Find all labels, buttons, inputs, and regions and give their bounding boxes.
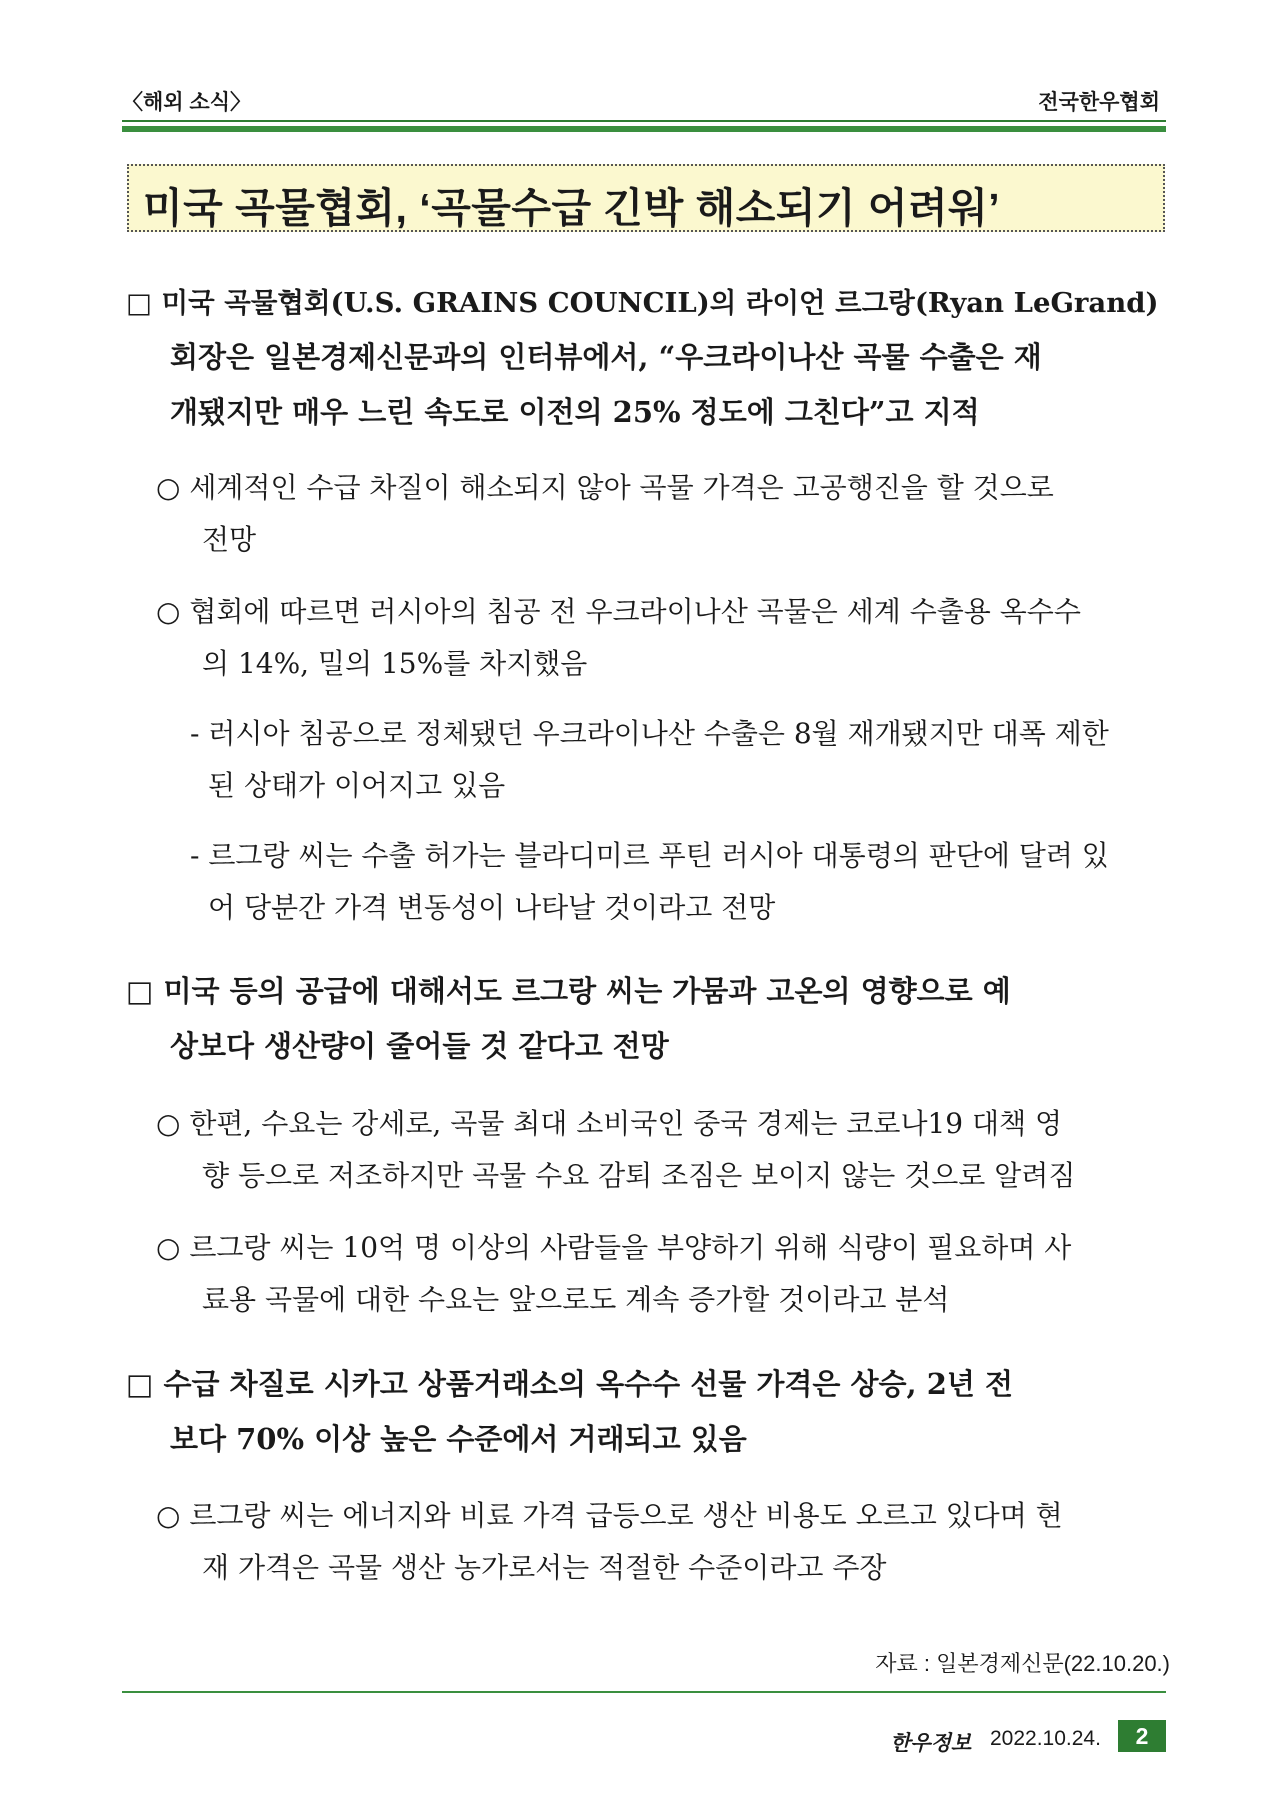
footer-date: 2022.10.24.: [990, 1727, 1101, 1750]
source-citation: 자료 : 일본경제신문(22.10.20.): [875, 1651, 1170, 1676]
page-title: 미국 곡물협회, ‘곡물수급 긴박 해소되기 어려워’: [143, 185, 1001, 231]
dash-1b1-line-2: 된 상태가 이어지고 있음: [208, 769, 506, 802]
heading-3-line-1: □ 수급 차질로 시카고 상품거래소의 옥수수 선물 가격은 상승, 2년 전: [126, 1367, 1014, 1401]
bullet-1b-line-1: ○ 협회에 따르면 러시아의 침공 전 우크라이나산 곡물은 세계 수출용 옥수수: [156, 595, 1081, 628]
dash-1b2-line-2: 어 당분간 가격 변동성이 나타날 것이라고 전망: [208, 891, 776, 924]
heading-1-line-1: □ 미국 곡물협회(U.S. GRAINS COUNCIL)의 라이언 르그랑(Ryan LeGrand): [126, 287, 1159, 319]
header-section-label: 〈해외 소식〉: [122, 91, 251, 114]
bullet-1a-line-2: 전망: [202, 523, 257, 556]
heading-2-line-1: □ 미국 등의 공급에 대해서도 르그랑 씨는 가뭄과 고온의 영향으로 예: [126, 974, 1011, 1008]
header-organization: 전국한우협회: [1038, 91, 1160, 114]
bullet-2a-line-2: 향 등으로 저조하지만 곡물 수요 감퇴 조짐은 보이지 않는 것으로 알려짐: [202, 1159, 1076, 1192]
bullet-2b-line-1: ○ 르그랑 씨는 10억 명 이상의 사람들을 부양하기 위해 식량이 필요하며 사: [156, 1231, 1072, 1264]
header-rule-thick: [122, 126, 1166, 132]
heading-2-line-2: 상보다 생산량이 줄어들 것 같다고 전망: [170, 1029, 669, 1063]
header-rule-thin: [122, 120, 1166, 122]
footer-rule: [122, 1691, 1166, 1693]
bullet-3a-line-1: ○ 르그랑 씨는 에너지와 비료 가격 급등으로 생산 비용도 오르고 있다며 현: [156, 1499, 1063, 1532]
bullet-2a-line-1: ○ 한편, 수요는 강세로, 곡물 최대 소비국인 중국 경제는 코로나19 대책 영: [156, 1107, 1063, 1140]
title-box: [127, 164, 1165, 232]
page-number: 2: [1118, 1720, 1166, 1752]
bullet-2b-line-2: 료용 곡물에 대한 수요는 앞으로도 계속 증가할 것이라고 분석: [202, 1283, 950, 1316]
heading-3-line-2: 보다 70% 이상 높은 수준에서 거래되고 있음: [170, 1422, 747, 1456]
bullet-1a-line-1: ○ 세계적인 수급 차질이 해소되지 않아 곡물 가격은 고공행진을 할 것으로: [156, 471, 1054, 504]
footer-brand: 한우정보: [890, 1732, 972, 1755]
dash-1b2-line-1: - 르그랑 씨는 수출 허가는 블라디미르 푸틴 러시아 대통령의 판단에 달려 있: [190, 839, 1109, 872]
bullet-3a-line-2: 재 가격은 곡물 생산 농가로서는 적절한 수준이라고 주장: [202, 1551, 887, 1584]
heading-1-line-2: 회장은 일본경제신문과의 인터뷰에서, “우크라이나산 곡물 수출은 재: [170, 340, 1042, 374]
heading-1-line-3: 개됐지만 매우 느린 속도로 이전의 25% 정도에 그친다”고 지적: [170, 395, 980, 429]
dash-1b1-line-1: - 러시아 침공으로 정체됐던 우크라이나산 수출은 8월 재개됐지만 대폭 제한: [190, 717, 1109, 750]
bullet-1b-line-2: 의 14%, 밀의 15%를 차지했음: [202, 647, 588, 680]
